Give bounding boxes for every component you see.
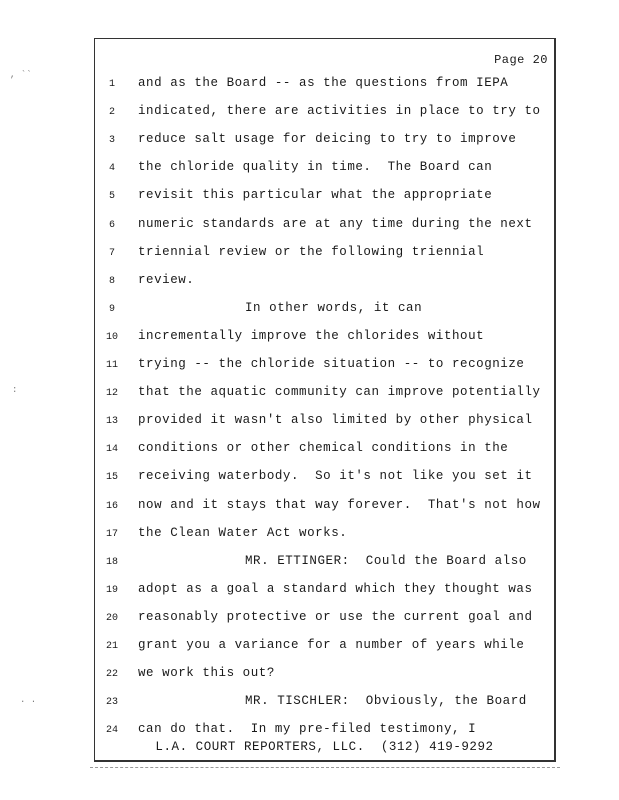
line-number: 21 — [105, 641, 118, 652]
line-number: 1 — [108, 79, 115, 90]
transcript-line — [95, 132, 554, 152]
line-number: 24 — [105, 725, 118, 737]
line-number: 4 — [108, 163, 115, 175]
line-text: the Clean Water Act works. — [138, 525, 348, 540]
line-text: trying -- the chloride situation -- to recognize — [138, 357, 525, 371]
transcript-line — [95, 160, 554, 180]
line-number: 9 — [108, 303, 115, 315]
line-number: 3 — [108, 135, 115, 147]
line-text: review. — [138, 272, 195, 287]
line-number: 13 — [105, 416, 118, 428]
line-number: 8 — [108, 275, 115, 287]
line-text: triennial review or the following triennial — [138, 244, 485, 259]
transcript-line — [95, 554, 554, 574]
line-text: reduce salt usage for deicing to try to improve — [138, 132, 517, 147]
transcript-line — [95, 694, 554, 714]
transcript-line — [95, 357, 554, 377]
line-number: 11 — [105, 360, 118, 371]
line-number: 14 — [105, 444, 118, 456]
transcript-line — [95, 76, 554, 96]
transcript-line — [95, 301, 554, 321]
transcript-line — [95, 217, 554, 237]
line-number: 10 — [105, 331, 118, 343]
page-number: Page 20 — [494, 53, 548, 67]
line-number: 5 — [108, 191, 115, 203]
scan-speck: . . — [20, 695, 37, 705]
transcript-line — [95, 329, 554, 349]
line-text: indicated, there are activities in place to try to — [138, 104, 541, 119]
transcript-line — [95, 385, 554, 405]
line-number: 22 — [105, 669, 118, 681]
line-text: MR. ETTINGER: Could the Board also — [245, 553, 527, 568]
line-number: 20 — [105, 612, 118, 624]
transcript-line — [95, 582, 554, 602]
transcript-line — [95, 188, 554, 208]
transcript-line — [95, 498, 554, 518]
line-text: incrementally improve the chlorides without — [138, 328, 485, 343]
line-text: conditions or other chemical conditions in the — [138, 441, 509, 456]
line-number: 16 — [105, 500, 118, 512]
line-number: 19 — [105, 584, 118, 596]
line-number: 18 — [105, 556, 118, 568]
line-number: 15 — [105, 472, 118, 484]
scan-speck: : — [12, 385, 18, 395]
line-text: grant you a variance for a number of years while — [138, 638, 525, 652]
line-text: receiving waterbody. So it's not like you set it — [138, 469, 533, 484]
line-text: reasonably protective or use the current goal and — [138, 609, 533, 624]
transcript-line — [95, 104, 554, 124]
line-number: 6 — [108, 219, 115, 231]
line-number: 17 — [105, 528, 118, 540]
line-number: 23 — [105, 697, 118, 709]
transcript-page — [94, 38, 556, 762]
line-number: 12 — [105, 388, 118, 400]
transcript-line — [95, 441, 554, 461]
transcript-line — [95, 273, 554, 293]
scan-edge — [90, 767, 560, 770]
line-text: now and it stays that way forever. That's not how — [138, 497, 541, 512]
scan-speck: , `` — [10, 70, 32, 80]
transcript-line — [95, 638, 554, 658]
line-text: revisit this particular what the appropriate — [138, 188, 493, 203]
line-text: provided it wasn't also limited by other physical — [138, 413, 533, 428]
transcript-line — [95, 469, 554, 489]
line-number: 2 — [108, 107, 115, 119]
footer-reporter: L.A. COURT REPORTERS, LLC. (312) 419-9292 — [155, 740, 494, 754]
transcript-line — [95, 610, 554, 630]
line-text: we work this out? — [138, 666, 275, 681]
line-number: 7 — [108, 247, 115, 259]
line-text: can do that. In my pre-filed testimony, I — [138, 722, 477, 737]
transcript-line — [95, 526, 554, 546]
line-text: MR. TISCHLER: Obviously, the Board — [245, 694, 527, 709]
line-text: numeric standards are at any time during the next — [138, 216, 533, 231]
line-text: and as the Board -- as the questions from IEPA — [138, 76, 509, 90]
line-text: In other words, it can — [245, 300, 423, 315]
line-text: that the aquatic community can improve potentially — [138, 385, 541, 400]
line-text: adopt as a goal a standard which they thought was — [138, 581, 533, 596]
transcript-line — [95, 413, 554, 433]
line-text: the chloride quality in time. The Board can — [138, 160, 493, 175]
transcript-line — [95, 245, 554, 265]
transcript-line — [95, 666, 554, 686]
